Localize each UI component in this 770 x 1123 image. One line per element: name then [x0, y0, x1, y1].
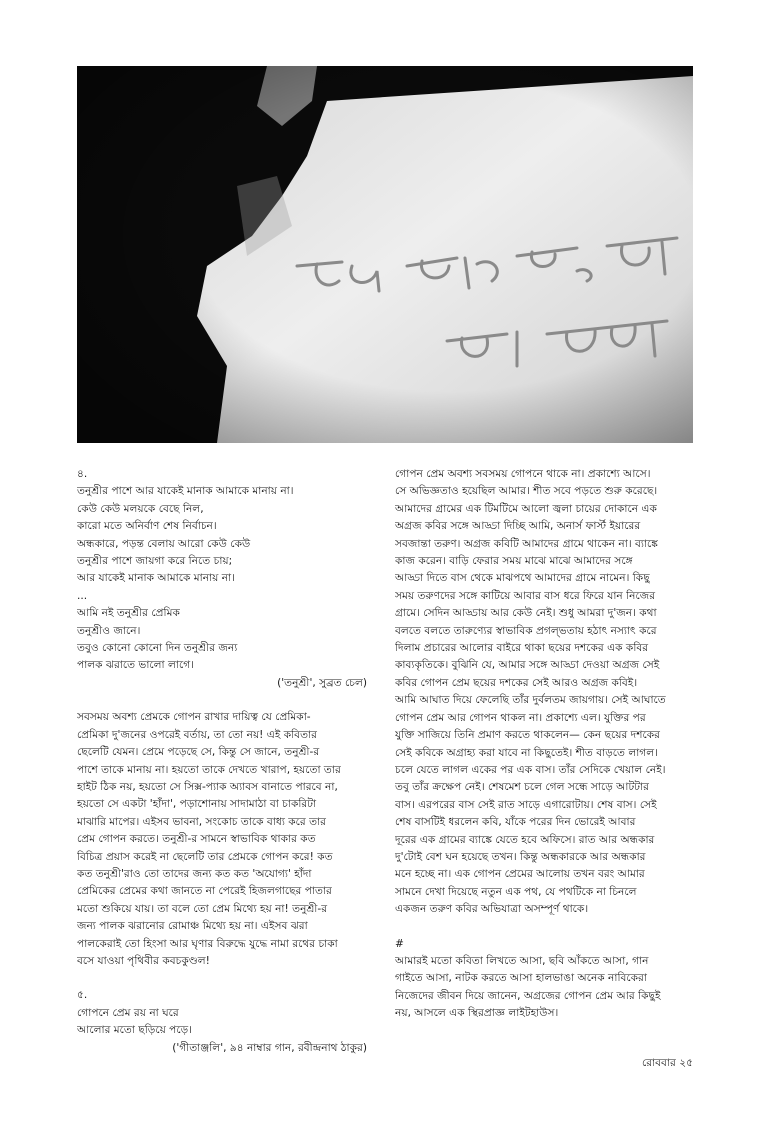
prose-line: দিলাম প্রচারের আলোর বাইরে থাকা ছয়ের দশকের এক কবির [395, 642, 649, 655]
poem-line: তনুশ্রীর পাশে জায়গা করে নিতে চায়; [77, 555, 233, 568]
prose-line: সবসময় অবশ্য প্রেমকে গোপন রাখার দায়িত্ব যে প্রেমিকা- [77, 711, 311, 724]
prose-line: মতো শুকিয়ে যায়। তা বলে তো প্রেম মিথ্যে হয় না! তনুশ্রী-র [77, 902, 328, 915]
prose-line: কাজ করেন। বাড়ি ফেরার সময় মাঝে মাঝে আমাদের সঙ্গে [395, 555, 633, 568]
poem-line: আর যাকেই মানাক আমাকে মানায় না। [77, 572, 235, 585]
poem-line: গোপনে প্রেম রয় না ঘরে [77, 1006, 179, 1019]
prose-line: সবজান্তা তরুণ। অগ্রজ কবিটি আমাদের গ্রামে থাকেন না। ব্যাঙ্কে [395, 537, 658, 550]
hash-section-paragraph [395, 953, 695, 1023]
prose-line: আড্ডা দিতে বাস থেকে মাঝপথে আমাদের গ্রামে নামেন। কিছু [395, 572, 650, 585]
poem-line: পালক ঝরাতে ভালো লাগে। [77, 659, 194, 672]
prose-line: নয়, আসলে এক স্থিরপ্রাজ্ঞ লাইটহাউস। [395, 1007, 559, 1020]
left-column [77, 466, 367, 1057]
prose-line: আমারই মতো কবিতা লিখতে আসা, ছবি আঁকতে আসা, গান [395, 954, 649, 967]
prose-line: সে অভিজ্ঞতাও হয়েছিল আমার। শীত সবে পড়তে শুরু করেছে। [395, 485, 658, 498]
poem-5 [77, 1005, 367, 1040]
poem-4-attribution: ('তনুশ্রী', সুব্রত চেল) [277, 676, 367, 689]
poem-4-number: ৪. [77, 468, 88, 480]
prose-line: যুক্তি সাজিয়ে তিনি প্রমাণ করতে থাকলেন— কেন ছয়ের দশকের [395, 729, 661, 742]
prose-line: প্রেমিকা দু'জনের ওপরেই বর্তায়, তা তো নয়! এই কবিতার [77, 728, 317, 741]
prose-line: একজন তরুণ কবির অভিযাত্রা অসম্পূর্ণ থাকে। [395, 903, 589, 916]
prose-line: গাইতে আসা, নাটক করতে আসা হালভাঙা অনেক নাবিকেরা [395, 972, 647, 985]
prose-line: বলতে বলতে তারুণ্যের স্বাভাবিক প্রগল্‌ভতায় হঠাৎ নস্যাৎ করে [395, 624, 657, 637]
left-prose-paragraph [77, 709, 367, 970]
prose-line: প্রেম গোপন করতে। তনুশ্রী-র সামনে স্বাভাবিক থাকার কত [77, 833, 316, 846]
prose-line: হয়তো সে একটা 'হাঁদা', পড়াশোনায় সাদামাঠা বা চাকরিটা [77, 798, 317, 811]
film-still-photo [77, 66, 693, 443]
prose-line: কবির গোপন প্রেম ছয়ের দশকের সেই আরও অগ্রজ কবিই। [395, 676, 638, 689]
poem-line: আলোর মতো ছড়িয়ে পড়ে। [77, 1024, 192, 1037]
prose-line: বাস। এরপরের বাস সেই রাত সাড়ে এগারোটায়। শেষ বাস। সেই [395, 798, 657, 811]
right-prose-paragraph [395, 466, 695, 919]
poem-line: কারো মতে অনির্বাণ শেষ নির্বাচন। [77, 520, 217, 533]
prose-line: জন্য পালক ঝরানোর রোমাঞ্চ মিথ্যে হয় না। এইসব ঝরা [77, 920, 308, 933]
prose-line: পালকেরাই তো হিংসা আর ঘৃণার বিরুদ্ধে যুদ্ধে নামা রথের চাকা [77, 937, 338, 950]
prose-line: হাইট ঠিক নয়, হয়তো সে সিক্স-প্যাক অ্যাবস বানাতে পারবে না, [77, 780, 338, 793]
poem-line: আমি নই তনুশ্রীর প্রেমিক [77, 607, 180, 620]
prose-line: মনে হচ্ছে না। এক গোপন প্রেমের আলোয় তখন বরং আমার [395, 868, 645, 881]
prose-line: প্রেমিকের প্রেমের কথা জানতে না পেরেই হিজলগাছের পাতার [77, 885, 332, 898]
prose-line: সময় তরুণদের সঙ্গে কাটিয়ে আবার বাস ধরে ফিরে যান নিজের [395, 589, 656, 602]
prose-line: দু'টোই বেশ ঘন হয়েছে তখন। কিন্তু অন্ধকারকে আর অন্ধকার [395, 850, 646, 863]
prose-line: কত তনুশ্রী'রাও তো তাদের জন্য কত কত 'অযোগ্য' হাঁদা [77, 867, 312, 880]
prose-line: বসে যাওয়া পৃথিবীর কবচকুণ্ডল! [77, 954, 210, 967]
prose-line: চলে যেতে লাগল একের পর এক বাস। তাঁর সেদিকে খেয়াল নেই। [395, 763, 666, 776]
poem-line: তবুও কোনো কোনো দিন তনুশ্রীর জন্য [77, 642, 238, 655]
page-footer-label: রোববার ২৫ [641, 1057, 693, 1069]
prose-line: অগ্রজ কবির সঙ্গে আড্ডা দিচ্ছি আমি, অনার্স ফার্স্ট ইয়ারের [395, 520, 641, 533]
prose-line: শেষ বাসটিই ধরলেন কবি, যাঁকে পরের দিন ভোরেই আবার [395, 816, 636, 829]
poem-line: অন্ধকারে, পড়ন্ত বেলায় আরো কেউ কেউ [77, 537, 251, 550]
prose-line: আমাদের গ্রামের এক টিমটিমে আলো জ্বলা চায়ের দোকানে এক [395, 502, 657, 515]
poem-4 [77, 483, 367, 674]
prose-line: বিচিত্র প্রয়াস করেই না ছেলেটি তার প্রেমকে গোপন করে! কত [77, 850, 333, 863]
poem-5-attribution: ('গীতাঞ্জলি', ৯৪ নাম্বার গান, রবীন্দ্রনাথ ঠাকুর) [172, 1041, 367, 1054]
prose-line: গ্রামে। সেদিন আড্ডায় আর কেউ নেই। শুধু আমরা দু'জন। কথা [395, 607, 657, 620]
prose-line: দূরের এক গ্রামের ব্যাঙ্কে যেতে হবে অফিসে। রাত আর অন্ধকার [395, 833, 655, 846]
prose-line: আমি আঘাত দিয়ে ফেলেছি তাঁর দুর্বলতম জায়গায়। সেই আঘাতে [395, 694, 666, 707]
prose-line: নিজেদের জীবন দিয়ে জানেন, অগ্রজের গোপন প্রেম আর কিছুই [395, 989, 661, 1002]
prose-line: গোপন প্রেম আর গোপন থাকল না। প্রকাশ্যে এল। যুক্তির পর [395, 711, 646, 724]
prose-line: মাঝারি মাপের। এইসব ভাবনা, সংকোচ তাকে বাধ্য করে তার [77, 815, 326, 828]
poem-line: কেউ কেউ মলয়কে বেছে নিল, [77, 502, 204, 515]
prose-line: তবু তাঁর ক্রক্ষেপ নেই। শেষমেশ চলে গেল সন্ধে সাড়ে আটটার [395, 781, 649, 794]
prose-line: ছেলেটি যেমন। প্রেমে পড়েছে সে, কিন্তু সে জানে, তনুশ্রী-র [77, 746, 320, 759]
poem-ellipsis: ... [77, 589, 88, 602]
prose-line: সেই কবিকে অগ্রাহ্য করা যাবে না কিছুতেই। শীত বাড়তে লাগল। [395, 746, 658, 759]
poem-5-number: ৫. [77, 989, 88, 1002]
prose-line: কাব্যকৃতিকে। বুঝিনি যে, আমার সঙ্গে আড্ডা দেওয়া অগ্রজ সেই [395, 659, 660, 672]
prose-line: পাশে তাকে মানায় না। হয়তো তাকে দেখতে খারাপ, হয়তো তার [77, 763, 341, 776]
right-column [395, 466, 695, 1023]
section-hash-mark: # [395, 937, 404, 950]
prose-line: সামনে দেখা দিয়েছে নতুন এক পথ, যে পথটিকে না চিনলে [395, 885, 637, 898]
poem-line: তনুশ্রীও জানে। [77, 624, 141, 637]
poem-line: তনুশ্রীর পাশে আর যাকেই মানাক আমাকে মানায় না। [77, 485, 294, 498]
prose-line: গোপন প্রেম অবশ্য সবসময় গোপনে থাকে না। প্রকাশ্যে আসে। [395, 468, 651, 480]
